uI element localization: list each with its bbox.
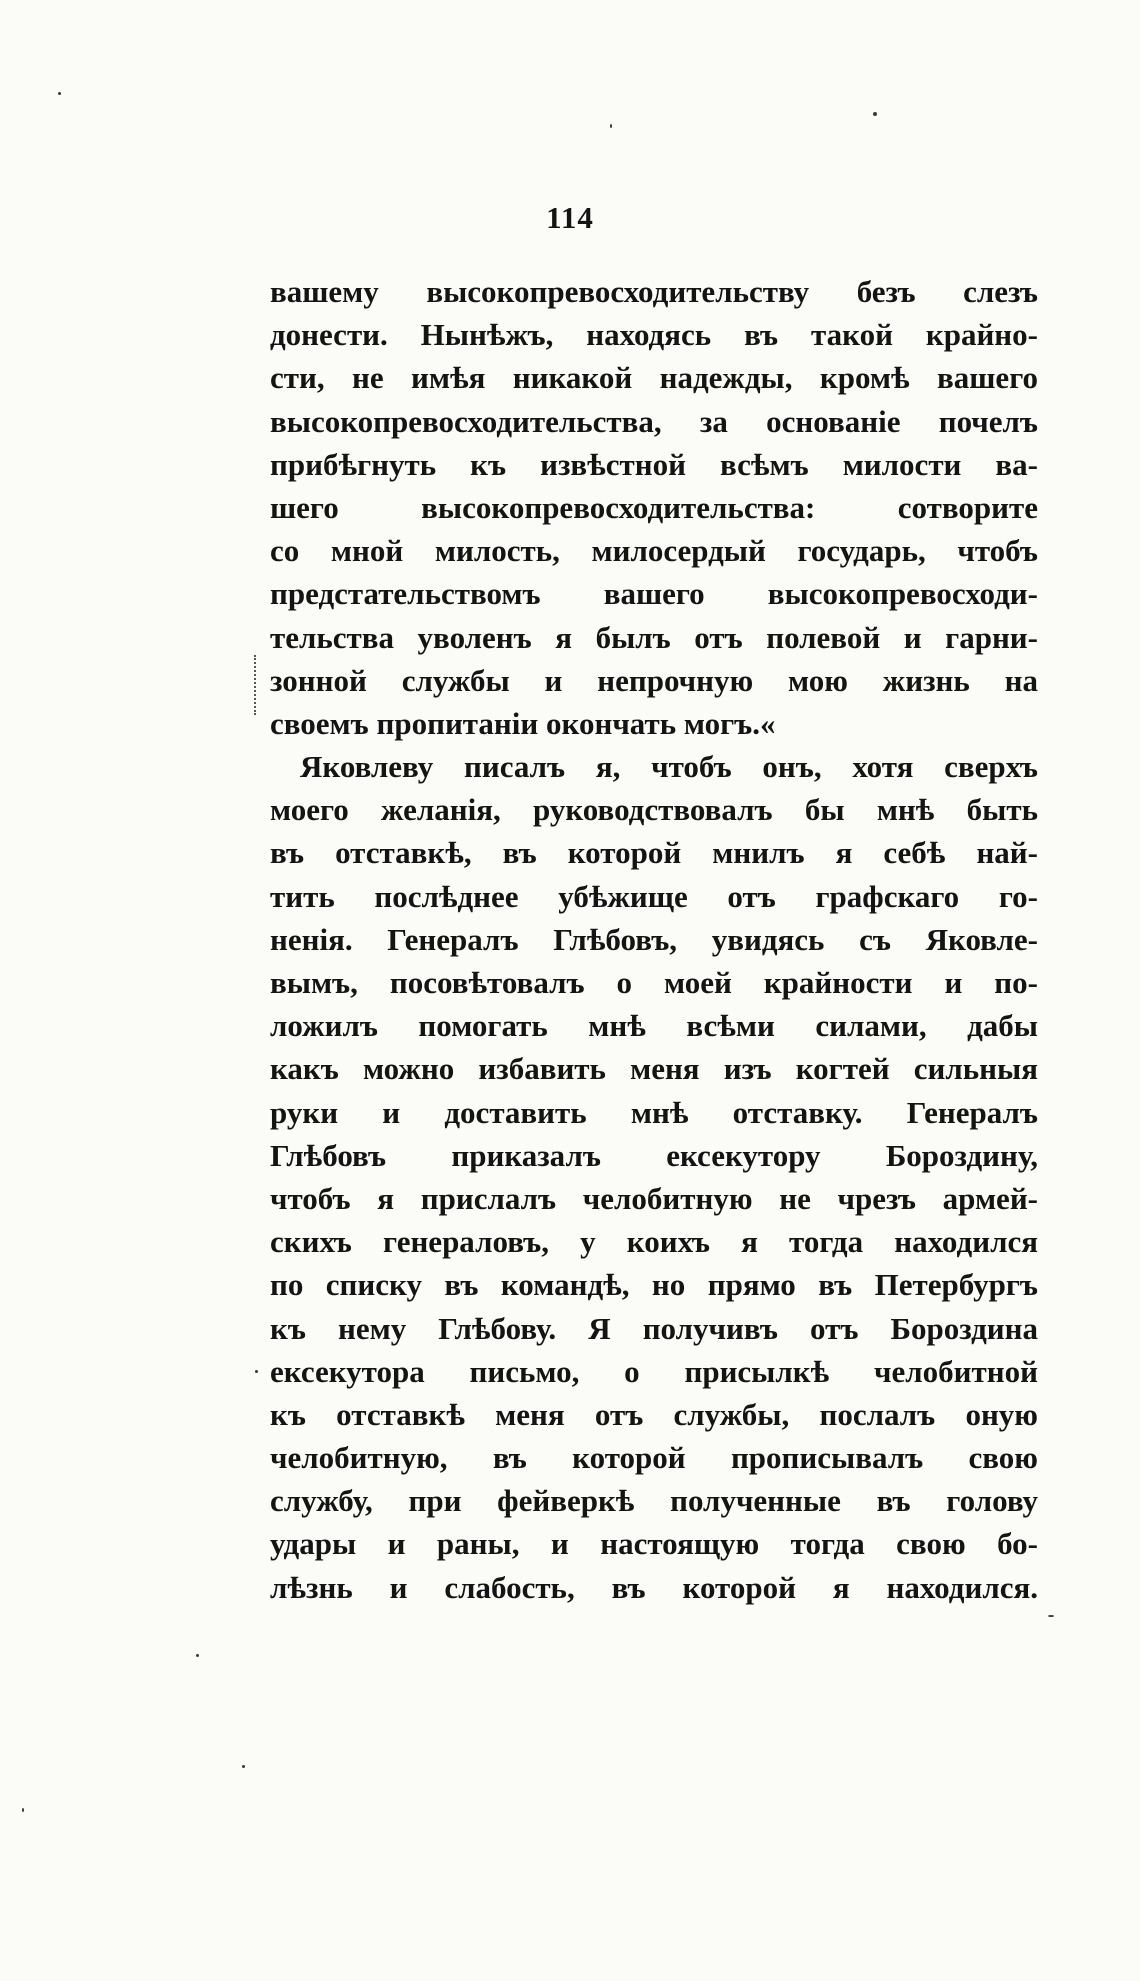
text-line: зонной службы и непрочную мою жизнь на [270,662,1038,698]
scan-speck [873,112,877,116]
text-line: челобитную, въ которой прописывалъ свою [270,1440,1038,1476]
text-line: своемъ пропитаніи окончать могъ.« [270,705,776,741]
scan-speck [255,1370,258,1373]
scan-speck [610,124,612,128]
text-line: Яковлеву писалъ я, чтобъ онъ, хотя сверхъ [300,749,1038,785]
paragraph [270,270,1038,745]
text-line: вымъ, посовѣтовалъ о моей крайности и по- [270,965,1038,1000]
text-line: лѣзнь и слабость, въ которой я находился. [270,1569,1038,1605]
text-line: прибѣгнуть къ извѣстной всѣмъ милости ва- [270,446,1038,482]
text-line: со мной милость, милосердый государь, чтобъ [270,533,1038,569]
text-line: удары и раны, и настоящую тогда свою бо- [270,1526,1038,1562]
text-line: высокопревосходительства, за основаніе почелъ [270,403,1038,439]
text-line: скихъ генераловъ, у коихъ я тогда находился [270,1224,1038,1260]
text-line: ложилъ помогать мнѣ всѣми силами, дабы [270,1008,1038,1044]
text-line: службу, при фейверкѣ полученные въ голову [270,1483,1038,1519]
text-line: по списку въ командѣ, но прямо въ Петербургъ [270,1267,1038,1303]
text-line: сти, не имѣя никакой надежды, кромѣ вашего [270,360,1038,396]
body-text [270,270,1038,1609]
text-line: донести. Нынѣжъ, находясь въ такой крайно- [270,317,1038,353]
text-line: вашему высокопревосходительству безъ слезъ [270,274,1038,309]
paragraph [270,745,1038,1609]
text-line: ексекутора письмо, о присылкѣ челобитной [270,1353,1038,1389]
text-line: предстательствомъ вашего высокопревосходи- [270,576,1038,612]
text-line: моего желанія, руководствовалъ бы мнѣ быть [270,792,1038,828]
text-line: тельства уволенъ я былъ отъ полевой и гарни- [270,619,1038,655]
text-line: тить послѣднее убѣжище отъ графскаго го- [270,878,1038,914]
page-number: 114 [546,200,594,235]
text-line: руки и доставить мнѣ отставку. Генералъ [270,1094,1038,1130]
margin-mark [254,655,256,715]
text-line: ненія. Генералъ Глѣбовъ, увидясь съ Яковле- [270,921,1038,957]
text-line: въ отставкѣ, въ которой мнилъ я себѣ най- [270,835,1038,871]
scan-speck [22,1808,24,1812]
text-line: Глѣбовъ приказалъ ексекутору Бороздину, [270,1137,1038,1173]
scan-speck [58,92,61,95]
text-line: къ нему Глѣбову. Я получивъ отъ Бороздина [270,1310,1038,1346]
text-line: шего высокопревосходительства: сотворите [270,489,1038,525]
scan-speck [196,1654,199,1657]
text-line: чтобъ я прислалъ челобитную не чрезъ армей- [270,1180,1038,1216]
scan-speck [1048,1615,1054,1617]
scan-speck [242,1765,245,1768]
text-line: какъ можно избавить меня изъ когтей сильныя [270,1051,1038,1087]
text-line: къ отставкѣ меня отъ службы, послалъ оную [270,1396,1038,1432]
